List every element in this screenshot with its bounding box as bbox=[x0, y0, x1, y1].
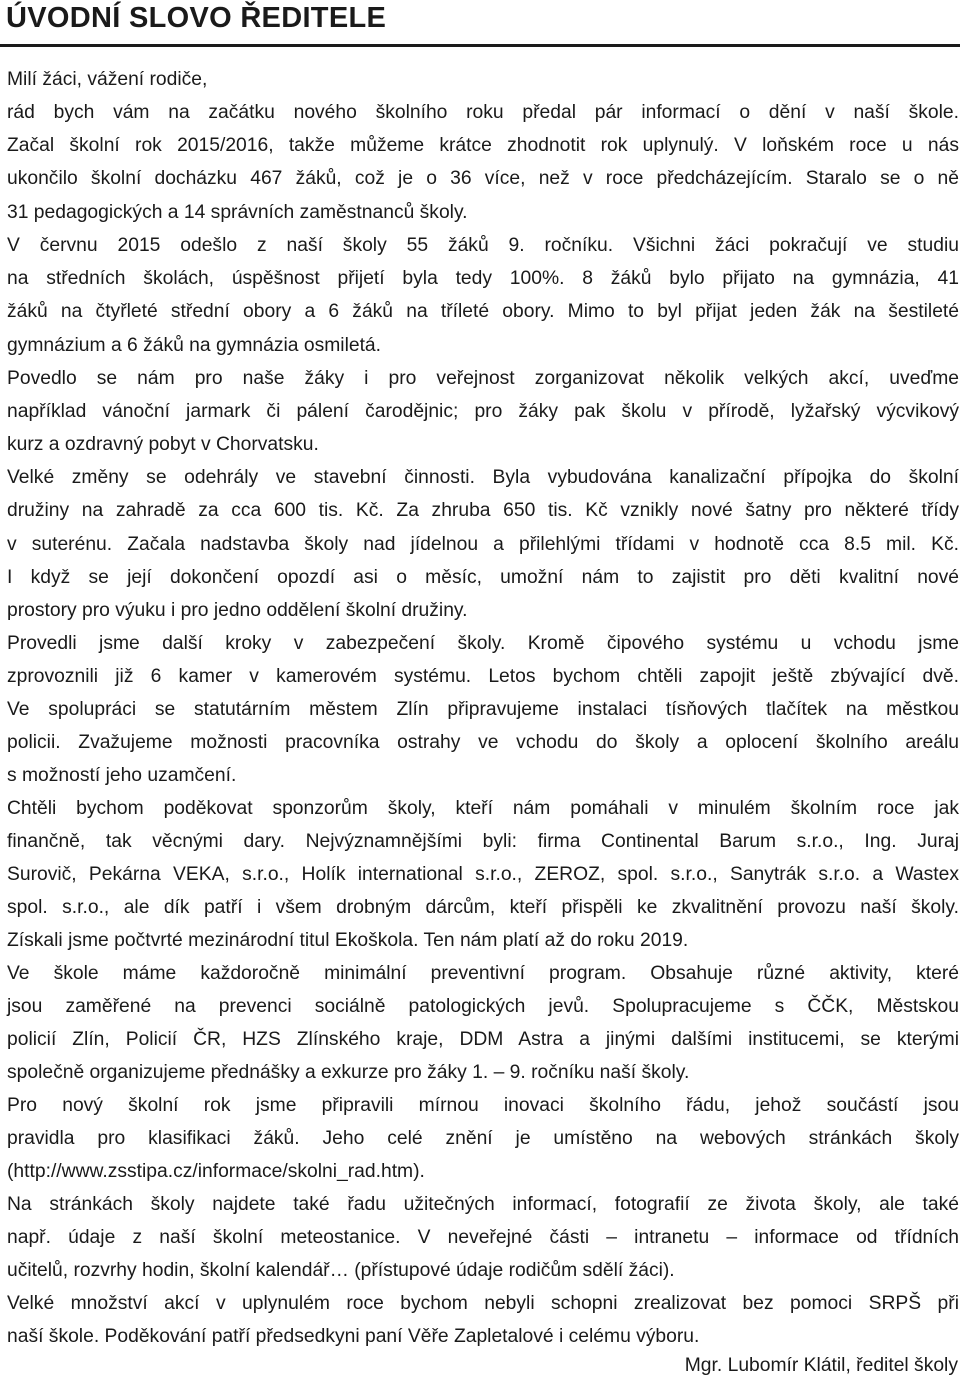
text-line: Začal školní rok 2015/2016, takže můžeme krátce zhodnotit rok uplynulý. V loňském roce u nás bbox=[7, 135, 959, 156]
text-line: gymnázium a 6 žáků na gymnázia osmiletá. bbox=[7, 335, 382, 356]
page-title: ÚVODNÍ SLOVO ŘEDITELE bbox=[6, 2, 387, 34]
text-line: pravidla pro klasifikaci žáků. Jeho celé znění je umístěno na webových stránkách školy bbox=[7, 1128, 959, 1149]
text-line: Pro nový školní rok jsme připravili mírnou inovaci školního řádu, jehož součástí jsou bbox=[7, 1095, 959, 1116]
text-line: na středních školách, úspěšnost přijetí byla tedy 100%. 8 žáků bylo přijato na gymnázia, 41 bbox=[7, 268, 959, 289]
text-line: například vánoční jarmark či pálení čarodějnic; pro žáky pak školu v přírodě, lyžařský výcvikový bbox=[7, 401, 959, 422]
text-line: jsou zaměřené na prevenci sociálně patologických jevů. Spolupracujeme s ČČK, Městskou bbox=[7, 996, 959, 1017]
text-line: žáků na čtyřleté střední obory a 6 žáků na tříleté obory. Mimo to byl přijat jeden žák na šestileté bbox=[7, 301, 959, 322]
text-line: např. údaje z naší školní meteostanice. V neveřejné části – intranetu – informace od třídních bbox=[7, 1227, 959, 1248]
text-line: kurz a ozdravný pobyt v Chorvatsku. bbox=[7, 434, 319, 455]
text-line: učitelů, rozvrhy hodin, školní kalendář… (přístupové údaje rodičům sdělí žáci). bbox=[7, 1260, 675, 1281]
text-line: Získali jsme počtvrté mezinárodní titul Ekoškola. Ten nám platí až do roku 2019. bbox=[7, 930, 689, 951]
text-line: Velké množství akcí v uplynulém roce bychom nebyli schopni zrealizovat bez pomoci SRPŠ při bbox=[7, 1293, 959, 1314]
text-line: Milí žáci, vážení rodiče, bbox=[7, 69, 208, 90]
text-line: spol. s.r.o., ale dík patří i všem drobným dárcům, kteří přispěli ke zkvalitnění provozu naší školy. bbox=[7, 897, 959, 918]
text-line: prostory pro výuku i pro jedno oddělení školní družiny. bbox=[7, 600, 468, 621]
text-line: Provedli jsme další kroky v zabezpečení školy. Kromě čipového systému u vchodu jsme bbox=[7, 633, 959, 654]
title-divider bbox=[0, 44, 960, 47]
text-line: Velké změny se odehrály ve stavební činnosti. Byla vybudována kanalizační přípojka do školní bbox=[7, 467, 959, 488]
text-line: naší škole. Poděkování patří předsedkyni paní Věře Zapletalové i celému výboru. bbox=[7, 1326, 700, 1347]
text-line: policií Zlín, Policií ČR, HZS Zlínského kraje, DDM Astra a jinými dalšími institucemi, se kterými bbox=[7, 1029, 959, 1050]
text-line: v suterénu. Začala nadstavba školy nad jídelnou a přilehlými třídami v hodnotě cca 8.5 mil. Kč. bbox=[7, 534, 959, 555]
text-line: finančně, tak věcnými dary. Nejvýznamnějšími byli: firma Continental Barum s.r.o., Ing. Juraj bbox=[7, 831, 959, 852]
text-line: Na stránkách školy najdete také řadu užitečných informací, fotografií ze života školy, ale také bbox=[7, 1194, 959, 1215]
text-line: zprovoznili již 6 kamer v kamerovém systému. Letos bychom chtěli zapojit ještě zbývající dvě. bbox=[7, 666, 959, 687]
text-line: společně organizujeme přednášky a exkurze pro žáky 1. – 9. ročníku naší školy. bbox=[7, 1062, 690, 1083]
text-line: V červnu 2015 odešlo z naší školy 55 žáků 9. ročníku. Všichni žáci pokračují ve studiu bbox=[7, 235, 959, 256]
text-line: Povedlo se nám pro naše žáky i pro veřejnost zorganizovat několik velkých akcí, uveďme bbox=[7, 368, 959, 389]
text-line: I když se její dokončení opozdí asi o měsíc, umožní nám to zajistit pro děti kvalitní nové bbox=[7, 567, 959, 588]
signature: Mgr. Lubomír Klátil, ředitel školy bbox=[684, 1355, 958, 1376]
text-line: Chtěli bychom poděkovat sponzorům školy, kteří nám pomáhali v minulém školním roce jak bbox=[7, 798, 959, 819]
text-line: družiny na zahradě za cca 600 tis. Kč. Za zhruba 650 tis. Kč vznikly nové šatny pro některé třídy bbox=[7, 500, 959, 521]
text-line: ukončilo školní docházku 467 žáků, což je o 36 více, než v roce předcházejícím. Staralo se o ně bbox=[7, 168, 959, 189]
text-line: (http://www.zsstipa.cz/informace/skolni_rad.htm). bbox=[7, 1161, 425, 1182]
text-line: policii. Zvažujeme možnosti pracovníka ostrahy ve vchodu do školy a oplocení školního areálu bbox=[7, 732, 959, 753]
text-line: Ve spolupráci se statutárním městem Zlín připravujeme instalaci tísňových tlačítek na městkou bbox=[7, 699, 959, 720]
text-line: rád bych vám na začátku nového školního roku předal pár informací o dění v naší škole. bbox=[7, 102, 959, 123]
text-line: 31 pedagogických a 14 správních zaměstnanců školy. bbox=[7, 202, 468, 223]
text-line: s možností jeho uzamčení. bbox=[7, 765, 237, 786]
text-line: Surovič, Pekárna VEKA, s.r.o., Holík international s.r.o., ZEROZ, spol. s.r.o., Sanytrák s.r.o. a Wastex bbox=[7, 864, 959, 885]
text-line: Ve škole máme každoročně minimální preventivní program. Obsahuje různé aktivity, které bbox=[7, 963, 959, 984]
